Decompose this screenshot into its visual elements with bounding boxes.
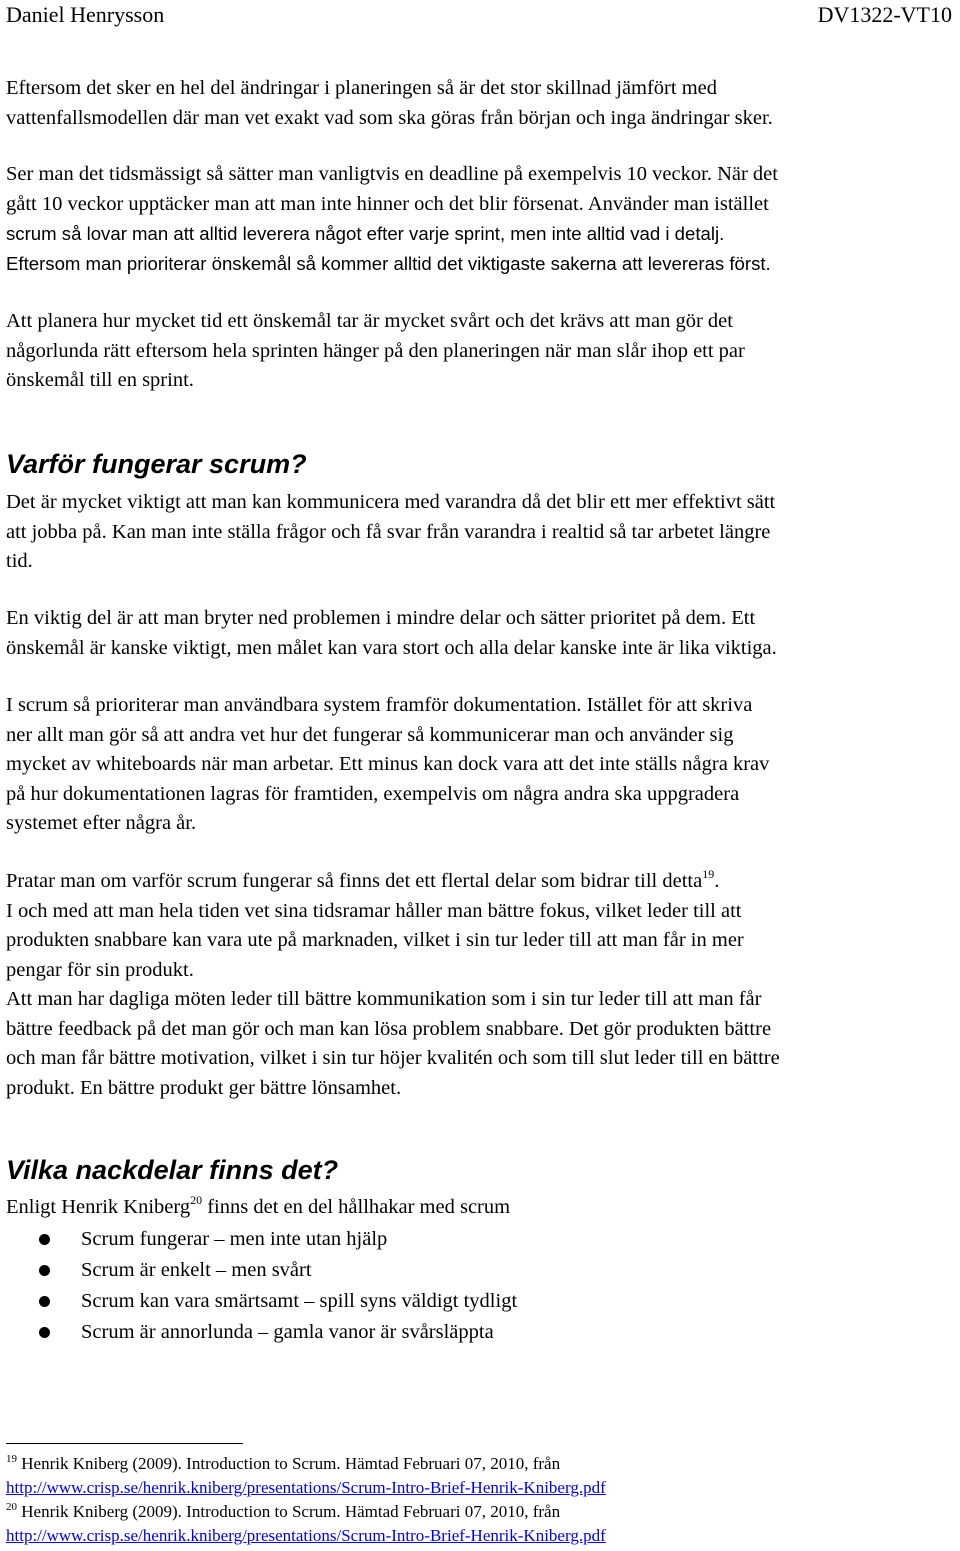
text-line: att jobba på. Kan man inte ställa frågor och få svar från varandra i realtid så tar arbetet längre: [6, 520, 771, 543]
text-line: mycket av whiteboards när man arbetar. Ett minus kan dock vara att det inte ställs några krav: [6, 753, 770, 775]
text-line: tid.: [6, 550, 33, 572]
paragraph-documentation: [6, 691, 960, 839]
footnote-20-link[interactable]: http://www.crisp.se/henrik.kniberg/presentations/Scrum-Intro-Brief-Henrik-Kniberg.pdf: [6, 1526, 606, 1545]
paragraph-break-down-problems: [6, 604, 960, 663]
list-item-text: Scrum fungerar – men inte utan hjälp: [81, 1228, 388, 1250]
text-line: Det är mycket viktigt att man kan kommunicera med varandra då det blir ett mer effektivt sätt: [6, 491, 776, 513]
bullet-icon: [39, 1327, 50, 1338]
text-line: En viktig del är att man bryter ned problemen i mindre delar och sätter prioritet på dem. Ett: [6, 607, 756, 629]
text-line: vattenfallsmodellen där man vet exakt vad som ska göras från början och inga ändringar sker.: [6, 106, 773, 129]
text-line: ner allt man gör så att andra vet hur det fungerar så kommunicerar man och använder sig: [6, 723, 734, 746]
bullet-icon: [39, 1265, 50, 1276]
paragraph-kniberg-intro: [6, 1193, 960, 1223]
footnote-ref-20[interactable]: 20: [190, 1193, 203, 1207]
footnote-20-link-line: [6, 1524, 606, 1548]
header-author: Daniel Henrysson: [6, 2, 165, 27]
text-fragment: Enligt Henrik Kniberg: [6, 1196, 191, 1218]
list-item-text: Scrum kan vara smärtsamt – spill syns väldigt tydligt: [81, 1290, 518, 1312]
footnote-number: 19: [6, 1453, 17, 1465]
text-line: [6, 1193, 960, 1223]
text-line: önskemål till en sprint.: [6, 369, 194, 391]
heading-why-scrum-works: Varför fungerar scrum?: [6, 449, 307, 479]
text-line: Eftersom man prioriterar önskemål så kommer alltid det viktigaste sakerna att levereras först.: [6, 252, 771, 274]
text-line: Att man har dagliga möten leder till bättre kommunikation som i sin tur leder till att man får: [6, 988, 762, 1010]
footnote-19-link[interactable]: http://www.crisp.se/henrik.kniberg/presentations/Scrum-Intro-Brief-Henrik-Kniberg.pdf: [6, 1478, 606, 1497]
bullet-icon: [39, 1296, 50, 1307]
paragraph-planning: [6, 307, 960, 396]
text-line: gått 10 veckor upptäcker man att man inte hinner och det blir försenat. Använder man istället: [6, 192, 769, 215]
footnote-19-link-line: [6, 1476, 606, 1500]
bullet-icon: [39, 1234, 50, 1245]
text-line: på hur dokumentationen lagras för framtiden, exempelvis om några andra ska uppgradera: [6, 782, 740, 805]
footnote-text: Henrik Kniberg (2009). Introduction to Scrum. Hämtad Februari 07, 2010, från: [17, 1502, 561, 1521]
text-line: och man får bättre motivation, vilket i sin tur höjer kvalitén och som till slut leder till en bättre: [6, 1047, 780, 1069]
list-item-text: Scrum är enkelt – men svårt: [81, 1259, 312, 1281]
text-fragment: Pratar man om varför scrum fungerar så finns det ett flertal delar som bidrar till detta: [6, 870, 703, 892]
paragraph-change-comparison: [6, 74, 960, 133]
list-item-text: Scrum är annorlunda – gamla vanor är svårsläppta: [81, 1321, 494, 1343]
footnote-ref-19[interactable]: 19: [702, 867, 715, 881]
paragraph-benefits: [6, 867, 960, 1103]
text-line: Eftersom det sker en hel del ändringar i planeringen så är det stor skillnad jämfört med: [6, 77, 718, 99]
text-line: pengar för sin produkt.: [6, 958, 194, 981]
text-line: I scrum så prioriterar man användbara system framför dokumentation. Istället för att skriva: [6, 694, 753, 716]
text-line: bättre feedback på det man gör och man kan lösa problem snabbare. Det gör produkten bättre: [6, 1017, 772, 1040]
footnote-20: [6, 1500, 560, 1524]
footnote-separator: [6, 1443, 243, 1444]
text-line: scrum så lovar man att alltid leverera något efter varje sprint, men inte alltid vad i detalj.: [6, 223, 725, 244]
text-line: I och med att man hela tiden vet sina tidsramar håller man bättre fokus, vilket leder till att: [6, 899, 742, 922]
header-course-code: DV1322-VT10: [817, 2, 952, 27]
text-line: produkt. En bättre produkt ger bättre lönsamhet.: [6, 1076, 402, 1099]
footnote-number: 20: [6, 1501, 17, 1513]
text-line: någorlunda rätt eftersom hela sprinten hänger på den planeringen när man slår ihop ett par: [6, 339, 745, 362]
text-line: [6, 867, 960, 897]
text-line: systemet efter några år.: [6, 812, 197, 834]
text-line: önskemål är kanske viktigt, men målet kan vara stort och alla delar kanske inte är lika viktiga.: [6, 636, 777, 659]
text-fragment: finns det en del hållhakar med scrum: [202, 1196, 511, 1218]
text-line: Ser man det tidsmässigt så sätter man vanligtvis en deadline på exempelvis 10 veckor. När det: [6, 163, 778, 185]
paragraph-deadline: [6, 160, 960, 278]
text-fragment: .: [714, 870, 720, 892]
text-line: produkten snabbare kan vara ute på marknaden, vilket i sin tur leder till att man får in mer: [6, 929, 744, 951]
text-line: Att planera hur mycket tid ett önskemål tar är mycket svårt och det krävs att man gör det: [6, 310, 733, 332]
paragraph-communication: [6, 488, 960, 577]
footnote-19: [6, 1452, 560, 1476]
heading-drawbacks: Vilka nackdelar finns det?: [6, 1155, 339, 1185]
footnote-text: Henrik Kniberg (2009). Introduction to Scrum. Hämtad Februari 07, 2010, från: [17, 1454, 561, 1473]
